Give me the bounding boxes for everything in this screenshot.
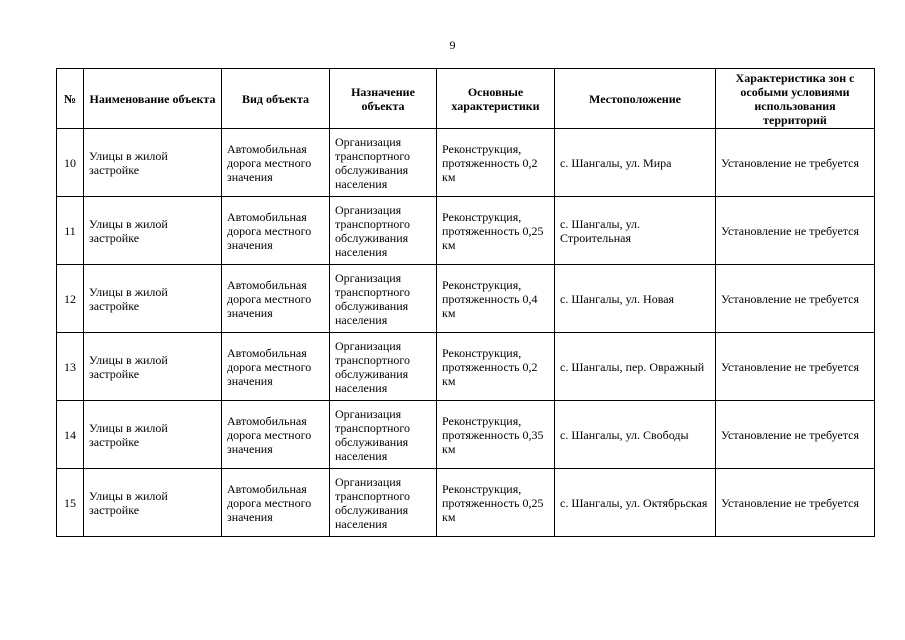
- cell-object-type: Автомобильная дорога местного значения: [222, 469, 330, 537]
- cell-special-zones: Установление не требуется: [716, 469, 875, 537]
- cell-location: с. Шангалы, ул. Свободы: [555, 401, 716, 469]
- header-special-zones: Характеристика зон с особыми условиями использования территорий: [716, 69, 875, 129]
- cell-number: 13: [57, 333, 84, 401]
- cell-characteristics: Реконструкция, протяженность 0,25 км: [437, 197, 555, 265]
- header-object-type: Вид объекта: [222, 69, 330, 129]
- cell-purpose: Организация транспортного обслуживания населения: [330, 333, 437, 401]
- cell-object-name: Улицы в жилой застройке: [84, 401, 222, 469]
- cell-characteristics: Реконструкция, протяженность 0,35 км: [437, 401, 555, 469]
- cell-special-zones: Установление не требуется: [716, 265, 875, 333]
- cell-purpose: Организация транспортного обслуживания населения: [330, 401, 437, 469]
- cell-characteristics: Реконструкция, протяженность 0,4 км: [437, 265, 555, 333]
- cell-characteristics: Реконструкция, протяженность 0,25 км: [437, 469, 555, 537]
- cell-object-name: Улицы в жилой застройке: [84, 333, 222, 401]
- cell-location: с. Шангалы, ул. Мира: [555, 129, 716, 197]
- table-row: [57, 129, 875, 197]
- cell-location: с. Шангалы, ул. Строительная: [555, 197, 716, 265]
- cell-number: 15: [57, 469, 84, 537]
- cell-characteristics: Реконструкция, протяженность 0,2 км: [437, 333, 555, 401]
- cell-object-name: Улицы в жилой застройке: [84, 265, 222, 333]
- cell-location: с. Шангалы, ул. Октябрьская: [555, 469, 716, 537]
- cell-special-zones: Установление не требуется: [716, 333, 875, 401]
- cell-characteristics: Реконструкция, протяженность 0,2 км: [437, 129, 555, 197]
- cell-object-type: Автомобильная дорога местного значения: [222, 265, 330, 333]
- cell-number: 14: [57, 401, 84, 469]
- cell-object-name: Улицы в жилой застройке: [84, 197, 222, 265]
- cell-special-zones: Установление не требуется: [716, 197, 875, 265]
- cell-purpose: Организация транспортного обслуживания населения: [330, 129, 437, 197]
- cell-location: с. Шангалы, ул. Новая: [555, 265, 716, 333]
- cell-object-name: Улицы в жилой застройке: [84, 129, 222, 197]
- cell-purpose: Организация транспортного обслуживания населения: [330, 469, 437, 537]
- cell-number: 12: [57, 265, 84, 333]
- cell-special-zones: Установление не требуется: [716, 129, 875, 197]
- header-characteristics: Основные характеристики: [437, 69, 555, 129]
- table-row: [57, 401, 875, 469]
- cell-special-zones: Установление не требуется: [716, 401, 875, 469]
- table-row: [57, 469, 875, 537]
- cell-object-type: Автомобильная дорога местного значения: [222, 333, 330, 401]
- header-number: №: [57, 69, 84, 129]
- objects-table: [56, 68, 875, 537]
- cell-object-type: Автомобильная дорога местного значения: [222, 129, 330, 197]
- table-row: [57, 197, 875, 265]
- header-location: Местоположение: [555, 69, 716, 129]
- cell-number: 10: [57, 129, 84, 197]
- page-number: 9: [449, 38, 456, 52]
- cell-object-name: Улицы в жилой застройке: [84, 469, 222, 537]
- cell-purpose: Организация транспортного обслуживания населения: [330, 265, 437, 333]
- cell-location: с. Шангалы, пер. Овражный: [555, 333, 716, 401]
- cell-number: 11: [57, 197, 84, 265]
- cell-object-type: Автомобильная дорога местного значения: [222, 197, 330, 265]
- table-row: [57, 265, 875, 333]
- table-row: [57, 333, 875, 401]
- cell-purpose: Организация транспортного обслуживания населения: [330, 197, 437, 265]
- cell-object-type: Автомобильная дорога местного значения: [222, 401, 330, 469]
- table-header-row: [57, 69, 875, 129]
- header-object-name: Наименование объекта: [84, 69, 222, 129]
- header-purpose: Назначение объекта: [330, 69, 437, 129]
